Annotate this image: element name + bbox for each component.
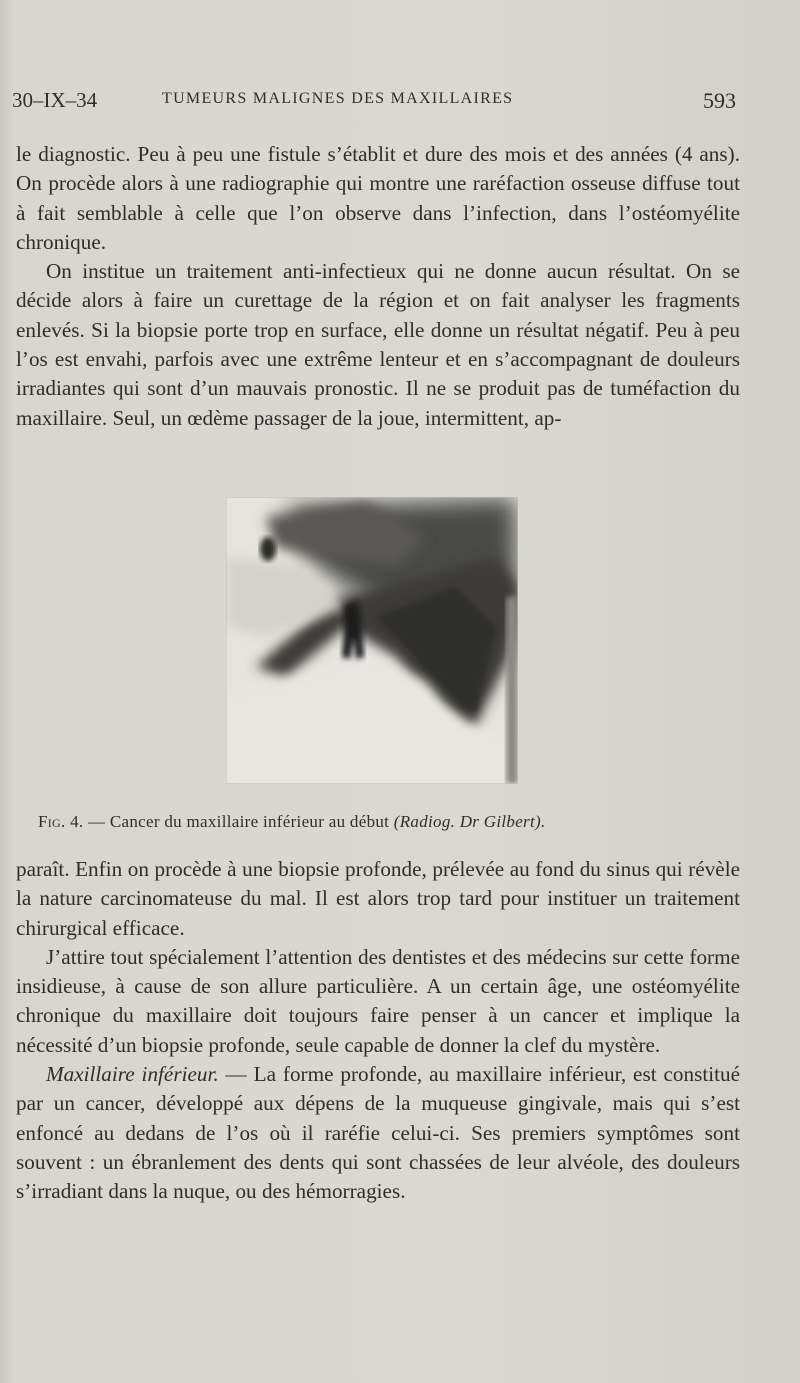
paragraph [16,1060,740,1206]
running-title: TUMEURS MALIGNES DES MAXILLAIRES [162,90,514,107]
paragraph: On institue un traitement anti-infectieux qui ne donne aucun résultat. On se décide alors à faire un curettage de la région et on fait analyser les fragments enlevés. Si la biopsie porte trop en surface, elle donne un résultat négatif. Peu à peu l’os est envahi, parfois avec une extrême lenteur et en s’accompagnant de douleurs irradiantes qui sont d’un mauvais pronostic. Il ne se produit pas de tuméfaction du maxillaire. Seul, un œdème passager de la joue, intermittent, ap- [16,259,740,430]
text-block-bottom [16,855,740,1207]
running-header [12,88,736,118]
header-date: 30–IX–34 [12,88,98,112]
paragraph: J’attire tout spécialement l’attention des dentistes et des médecins sur cette forme insidieuse, à cause de son allure particulière. A un certain âge, une ostéomyélite chronique du maxillaire doit toujours faire penser à un cancer et implique la nécessité d’un biopsie profonde, seule capable de donner la clef du mystère. [16,944,740,1057]
page-number: 593 [703,88,736,113]
paragraph-continuation: le diagnostic. Peu à peu une fistule s’établit et dure des mois et des années (4 ans). On procède alors à une radiographie qui montre une raréfaction osseuse diffuse tout à fait semblable à celle que l’on observe dans l’infection, dans l’ostéomyélite chronique. [16,142,740,254]
paragraph-continuation: paraît. Enfin on procède à une biopsie profonde, prélevée au fond du sinus qui révèle la nature carcinomateuse du mal. Il est alors trop tard pour instituer un traitement chirurgical efficace. [16,857,740,940]
radiograph-image [226,497,518,784]
caption-text: — Cancer du maxillaire inférieur au début [83,812,394,831]
radiograph-figure [226,497,518,784]
paragraph-text: — La forme profonde, au maxillaire inférieur, est constitué par un cancer, développé aux dépens de la muqueuse gingivale, mais qui s’est enfoncé au dedans de l’os où il raréfie celui-ci. Ses premiers symptômes sont souvent : un ébranlement des dents qui sont chassées de leur alvéole, des douleurs s’irradiant dans la nuque, ou des hémorragies. [16,1062,740,1204]
text-block-top [16,140,740,433]
caption-credit: (Radiog. Dr Gilbert). [393,812,546,831]
section-heading: Maxillaire inférieur. [46,1062,219,1087]
figure-caption [38,812,738,832]
figure-label: Fig. 4. [38,812,84,831]
